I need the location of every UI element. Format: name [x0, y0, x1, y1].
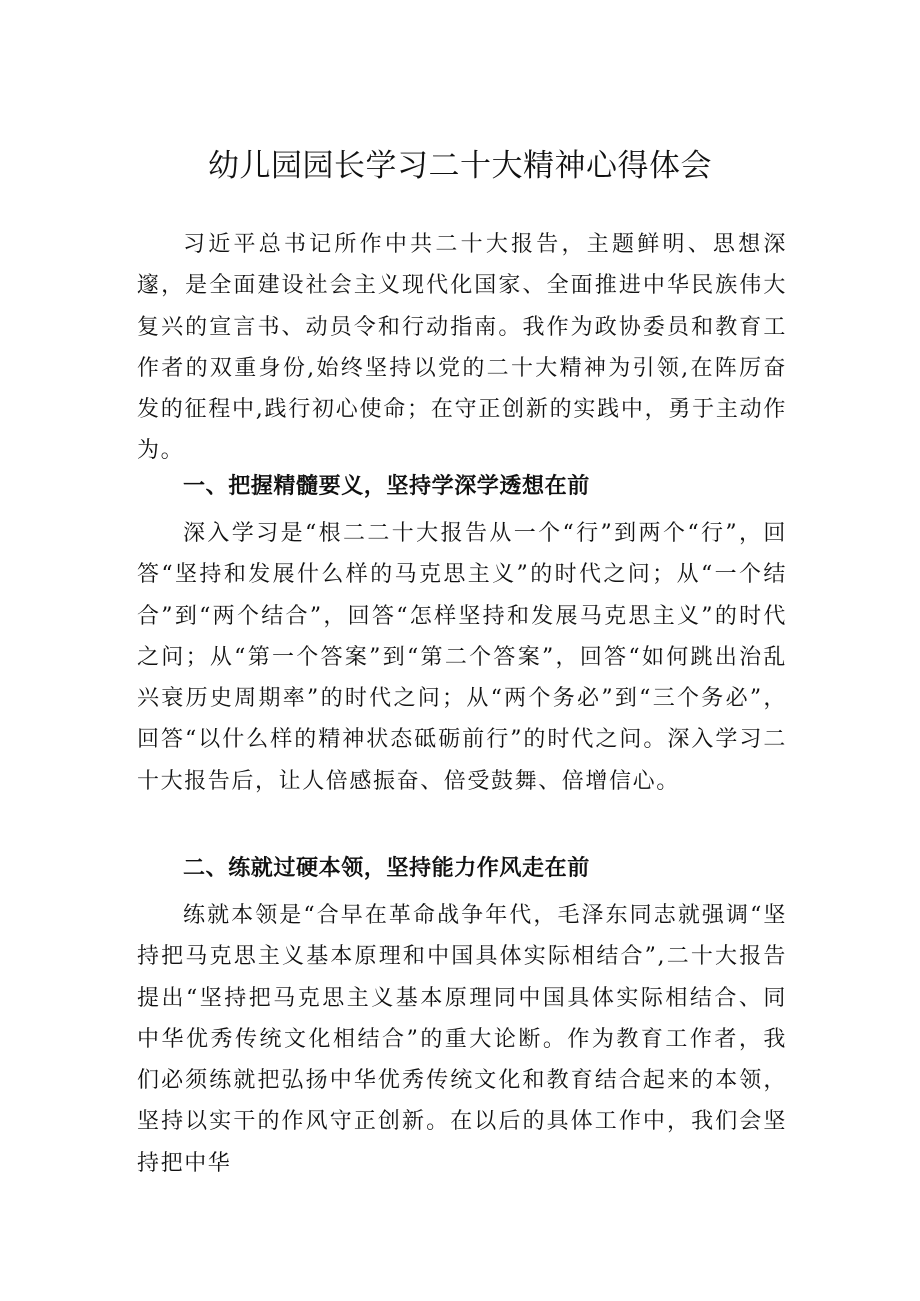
- section-1-heading: 一、把握精髓要义，坚持学深学透想在前: [183, 474, 590, 499]
- document-title: 幼儿园园长学习二十大精神心得体会: [208, 148, 712, 184]
- intro-paragraph: 习近平总书记所作中共二十大报告，主题鲜明、思想深邃，是全面建设社会主义现代化国家、全面推进中华民族伟大复兴的宣言书、动员令和行动指南。我作为政协委员和教育工作者的双重身份,始终坚持以党的二十大精神为引领,在阵厉奋发的征程中,践行初心使命；在守正创新的实践中，勇于主动作为。: [137, 232, 787, 464]
- section-2-paragraph: 练就本领是“合早在革命战争年代，毛泽东同志就强调“坚持把马克思主义基本原理和中国具体实际相结合”,二十大报告提出“坚持把马克思主义基本原理同中国具体实际相结合、同中华优秀传统文化相结合”的重大论断。作为教育工作者，我们必须练就把弘扬中华优秀传统文化和教育结合起来的本领，坚持以实干的作风守正创新。在以后的具体工作中，我们会坚持把中华: [137, 903, 787, 1176]
- section-1-paragraph: 深入学习是“根二二十大报告从一个“行”到两个“行”，回答“坚持和发展什么样的马克思主义”的时代之问；从“一个结合”到“两个结合”，回答“怎样坚持和发展马克思主义”的时代之问；从“第一个答案”到“第二个答案”，回答“如何跳出治乱兴衰历史周期率”的时代之问；从“两个务必”到“三个务必”，回答“以什么样的精神状态砥砺前行”的时代之问。深入学习二十大报告后，让人倍感振奋、倍受鼓舞、倍增信心。: [137, 521, 787, 794]
- section-2-heading: 二、练就过硬本领，坚持能力作风走在前: [183, 856, 590, 881]
